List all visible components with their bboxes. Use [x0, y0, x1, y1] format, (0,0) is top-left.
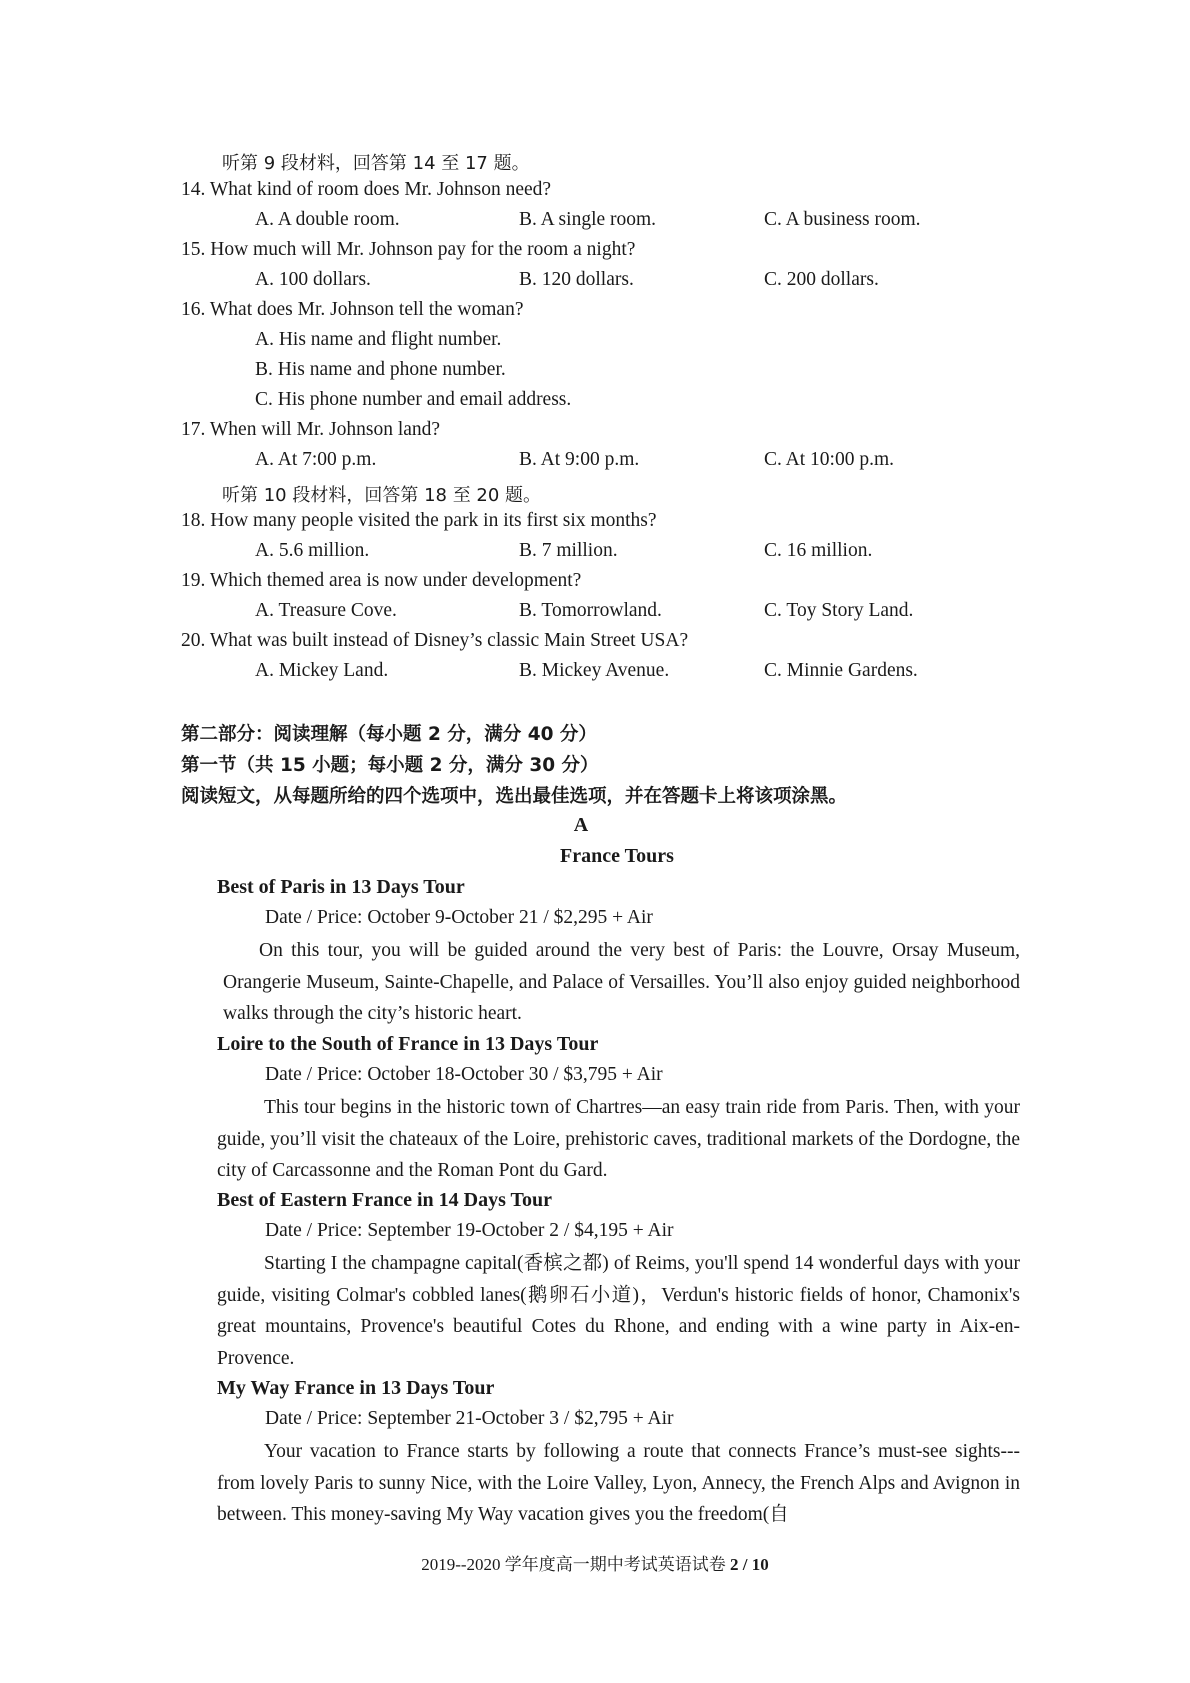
tour-2-date-price: Date / Price: October 18-October 30 / $3,795 + Air — [265, 1064, 663, 1085]
question-16-option-a: A. His name and flight number. — [255, 329, 502, 350]
question-15-option-c: C. 200 dollars. — [764, 269, 879, 290]
tour-4-description: Your vacation to France starts by following a route that connects France’s must-see sights---from lovely Paris to sunny Nice, with the Loire Valley, Lyon, Annecy, the French Alps and Avignon in between. This money-saving My Way vacation gives you the freedom(自 — [217, 1441, 1020, 1525]
question-19-option-b: B. Tomorrowland. — [519, 600, 662, 621]
question-19-option-c: C. Toy Story Land. — [764, 600, 914, 621]
listening-section-10-label: 听第 10 段材料，回答第 18 至 20 题。 — [222, 485, 542, 506]
part-two-heading: 第二部分：阅读理解（每小题 2 分，满分 40 分） — [181, 724, 597, 745]
passage-letter: A — [573, 814, 589, 836]
tour-3-title: Best of Eastern France in 14 Days Tour — [217, 1189, 552, 1211]
question-18-option-b: B. 7 million. — [519, 540, 618, 561]
tour-1-description: On this tour, you will be guided around the very best of Paris: the Louvre, Orsay Museum, Orangerie Museum, Sainte-Chapelle, and Palace of Versailles. You’ll also enjoy guided neighborhood walks through the city’s historic heart. — [223, 940, 1020, 1024]
question-17-option-b: B. At 9:00 p.m. — [519, 449, 640, 470]
listening-section-9-label: 听第 9 段材料，回答第 14 至 17 题。 — [222, 153, 530, 174]
question-19: 19. Which themed area is now under development? — [181, 570, 582, 591]
tour-1-title: Best of Paris in 13 Days Tour — [217, 876, 465, 898]
question-16-option-c: C. His phone number and email address. — [255, 389, 572, 410]
tour-4-title: My Way France in 13 Days Tour — [217, 1377, 495, 1399]
question-14-option-b: B. A single room. — [519, 209, 657, 230]
question-16-option-b: B. His name and phone number. — [255, 359, 506, 380]
question-18-option-c: C. 16 million. — [764, 540, 873, 561]
question-17-option-c: C. At 10:00 p.m. — [764, 449, 895, 470]
passage-title: France Tours — [560, 845, 674, 867]
question-20: 20. What was built instead of Disney’s classic Main Street USA? — [181, 630, 689, 651]
question-17-option-a: A. At 7:00 p.m. — [255, 449, 377, 470]
question-16: 16. What does Mr. Johnson tell the woman? — [181, 299, 524, 320]
reading-instruction: 阅读短文，从每题所给的四个选项中，选出最佳选项，并在答题卡上将该项涂黑。 — [181, 786, 848, 807]
page-footer — [0, 1550, 1190, 1575]
tour-2-title: Loire to the South of France in 13 Days Tour — [217, 1033, 599, 1055]
question-18-option-a: A. 5.6 million. — [255, 540, 370, 561]
page-number: 2 / 10 — [730, 1555, 769, 1574]
question-19-option-a: A. Treasure Cove. — [255, 600, 397, 621]
question-17: 17. When will Mr. Johnson land? — [181, 419, 441, 440]
question-14: 14. What kind of room does Mr. Johnson need? — [181, 179, 552, 200]
question-18: 18. How many people visited the park in its first six months? — [181, 510, 657, 531]
footer-exam-title: 2019--2020 学年度高一期中考试英语试卷 — [421, 1555, 726, 1574]
tour-1-date-price: Date / Price: October 9-October 21 / $2,295 + Air — [265, 907, 653, 928]
tour-4-date-price: Date / Price: September 21-October 3 / $2,795 + Air — [265, 1408, 674, 1429]
tour-3-description: Starting I the champagne capital(香槟之都) of Reims, you'll spend 14 wonderful days with your guide, visiting Colmar's cobbled lanes(鹅卵石小道)，Verdun's historic fields of honor, Chamonix's great mountains, Provence's beautiful Cotes du Rhone, and ending with a wine party in Aix-en-Provence. — [217, 1253, 1020, 1369]
question-20-option-c: C. Minnie Gardens. — [764, 660, 918, 681]
section-one-heading: 第一节（共 15 小题；每小题 2 分，满分 30 分） — [181, 755, 599, 776]
question-14-option-c: C. A business room. — [764, 209, 921, 230]
tour-3-date-price: Date / Price: September 19-October 2 / $4,195 + Air — [265, 1220, 674, 1241]
tour-2-description: This tour begins in the historic town of Chartres—an easy train ride from Paris. Then, with your guide, you’ll visit the chateaux of the Loire, prehistoric caves, traditional markets of the Dordogne, the city of Carcassonne and the Roman Pont du Gard. — [217, 1097, 1020, 1181]
question-15-option-b: B. 120 dollars. — [519, 269, 634, 290]
question-15: 15. How much will Mr. Johnson pay for the room a night? — [181, 239, 636, 260]
question-20-option-a: A. Mickey Land. — [255, 660, 389, 681]
question-15-option-a: A. 100 dollars. — [255, 269, 371, 290]
question-20-option-b: B. Mickey Avenue. — [519, 660, 670, 681]
question-14-option-a: A. A double room. — [255, 209, 400, 230]
